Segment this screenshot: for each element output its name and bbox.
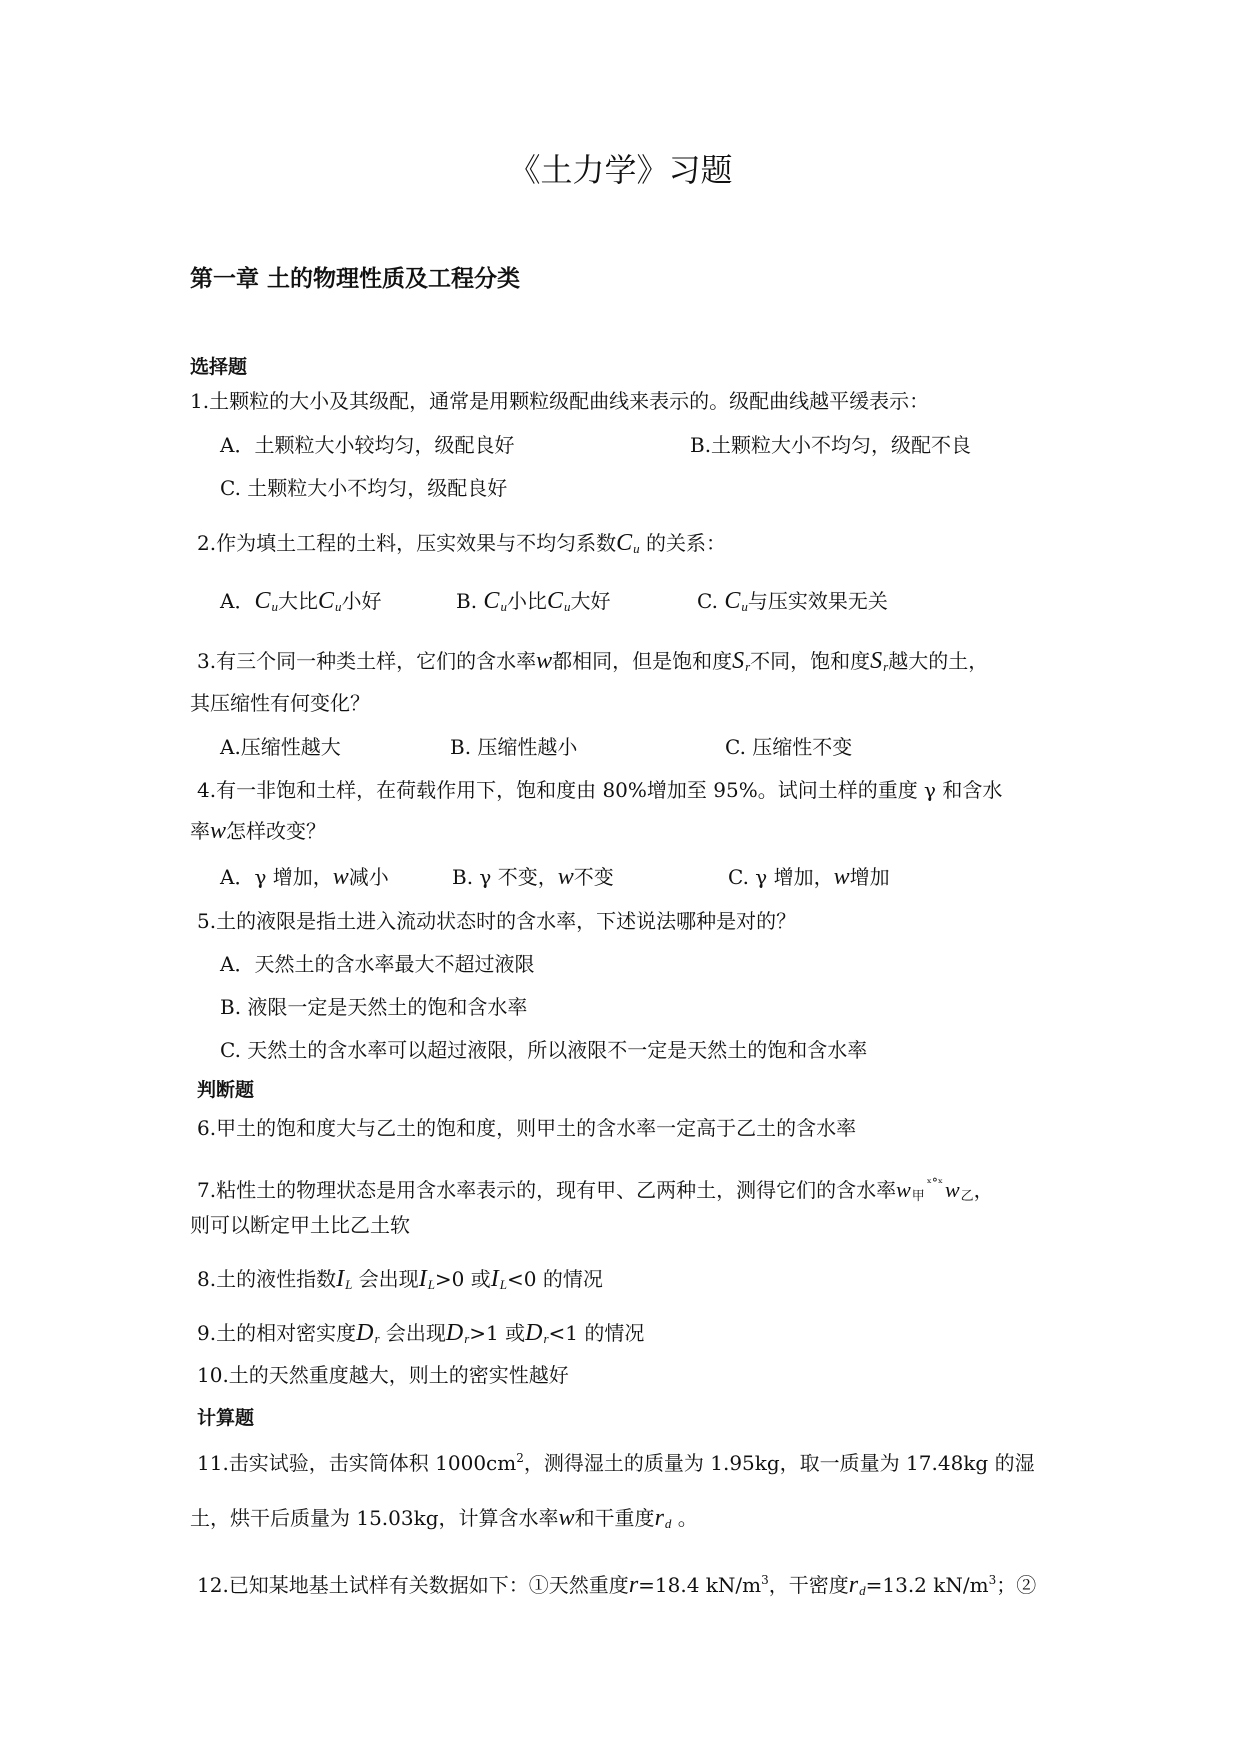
question-4-stem-line1: 4.有一非饱和土样，在荷载作用下，饱和度由 80%增加至 95%。试问土样的重度 γ 和含水 [197,778,1003,802]
question-9: 9.土的相对密实度$D_r$ 会出现$D_r>1$ 或$D_r<1$ 的情况 [197,1320,645,1346]
question-3-option-c: C. 压缩性不变 [725,735,853,759]
question-2-option-c: C. $C_u$与压实效果无关 [697,588,888,614]
section-calc-heading: 计算题 [197,1407,255,1429]
section-choice-heading: 选择题 [190,356,248,378]
question-4-option-c: C. γ 增加，w增加 [728,864,890,890]
question-1-option-b: B.土颗粒大小不均匀，级配不良 [690,433,972,457]
chapter-heading: 第一章 土的物理性质及工程分类 [190,266,521,292]
question-8: 8.土的液性指数$I_L$ 会出现$I_L>0$ 或$I_L<0$ 的情况 [197,1266,603,1292]
question-2-stem: 2.作为填土工程的土料，压实效果与不均匀系数$C_u$ 的关系： [197,530,726,556]
question-2-option-b: B. $C_u$小比$C_u$大好 [456,588,611,614]
question-10: 10.土的天然重度越大，则土的密实性越好 [197,1363,569,1387]
question-1-option-c: C. 土颗粒大小不均匀，级配良好 [220,476,508,500]
document-title: 《土力学》习题 [508,151,733,189]
question-3-stem-line1: 3.有三个同一种类土样，它们的含水率w都相同，但是饱和度$S_r$不同，饱和度$S_r$越大的土， [197,648,989,674]
question-4-option-a: A．γ 增加，w减小 [220,864,389,890]
question-1-stem: 1.土颗粒的大小及其级配，通常是用颗粒级配曲线来表示的。级配曲线越平缓表示： [190,389,930,413]
question-5-stem: 5.土的液限是指土进入流动状态时的含水率，下述说法哪种是对的？ [197,909,797,933]
question-5-option-a: A．天然土的含水率最大不超过液限 [220,952,535,976]
question-4-stem-line2: 率w怎样改变？ [190,818,327,844]
section-judge-heading: 判断题 [197,1079,255,1101]
cu-symbol: $C_u$ [616,530,640,556]
question-5-option-b: B. 液限一定是天然土的饱和含水率 [220,995,528,1019]
question-3-stem-line2: 其压缩性有何变化？ [190,691,370,715]
question-2-option-a: A．$C_u$大比$C_u$小好 [220,588,382,614]
question-7-line1: 7.粘性土的物理状态是用含水率表示的，现有甲、乙两种土，测得它们的含水率$w_甲^{ˣ^\circ ˣ}w_乙$， [197,1176,994,1204]
question-11-line2: 土，烘干后质量为 15.03kg，计算含水率w和干重度$r_d$ 。 [190,1505,698,1531]
question-3-option-b: B. 压缩性越小 [450,735,578,759]
question-12-line1: 12.已知某地基土试样有关数据如下：①天然重度r=18.4 $kN/m^3$，干密度$r_d=13.2$ $kN/m^3$；② [197,1572,1037,1598]
question-11-line1: 11.击实试验，击实筒体积 $1000cm^2$，测得湿土的质量为 1.95kg，取一质量为 17.48kg 的湿 [197,1451,1035,1475]
question-7-line2: 则可以断定甲土比乙土软 [190,1213,410,1237]
question-5-option-c: C. 天然土的含水率可以超过液限，所以液限不一定是天然土的饱和含水率 [220,1038,868,1062]
question-1-option-a: A．土颗粒大小较均匀，级配良好 [220,433,515,457]
question-4-option-b: B. γ 不变，w不变 [452,864,614,890]
question-6: 6.甲土的饱和度大与乙土的饱和度，则甲土的含水率一定高于乙土的含水率 [197,1116,857,1140]
question-3-option-a: A.压缩性越大 [220,735,341,759]
